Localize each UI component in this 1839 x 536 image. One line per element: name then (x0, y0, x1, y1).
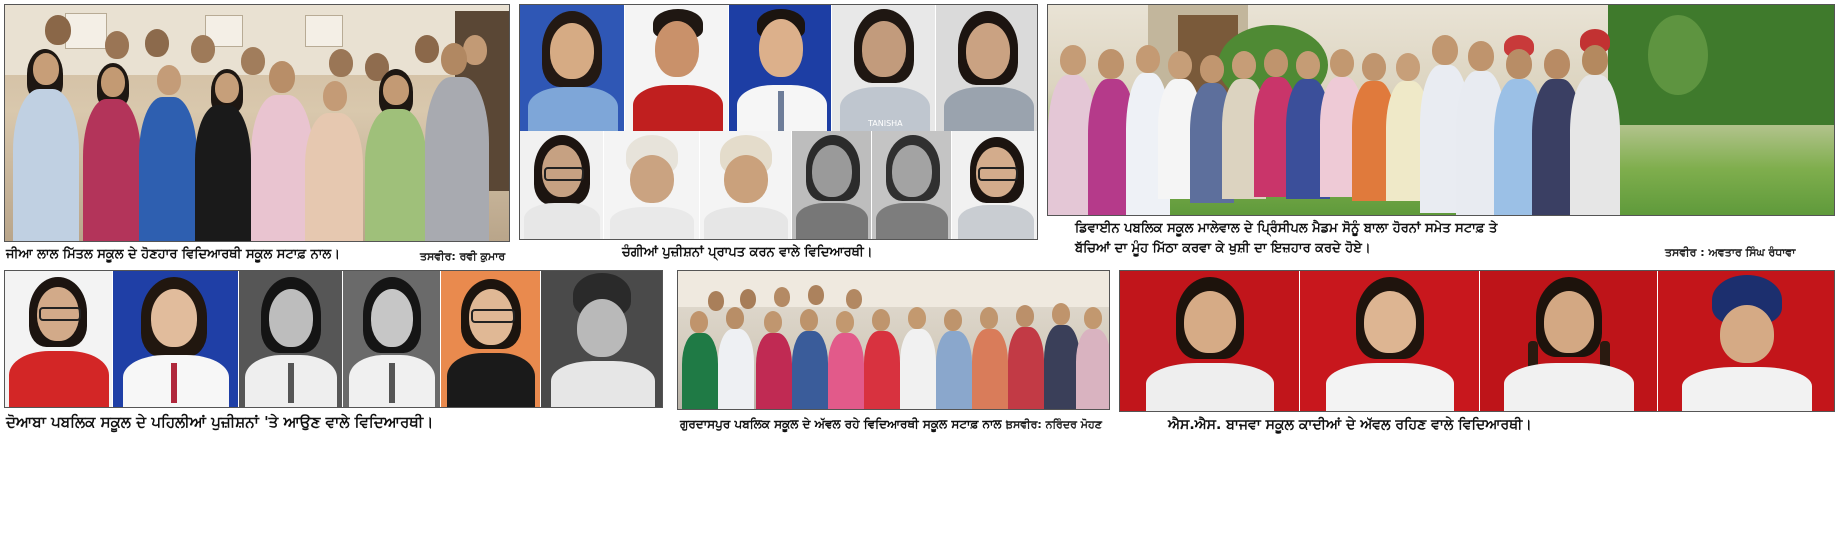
caption-divine-line1: ਡਿਵਾਈਨ ਪਬਲਿਕ ਸਕੂਲ ਮਾਲੇਵਾਲ ਦੇ ਪ੍ਰਿੰਸੀਪਲ ਮੈਡਮ ਸੋਨੂੰ ਬਾਲਾ ਹੋਰਨਾਂ ਸਮੇਤ ਸਟਾਫ਼ ਤੇ (1075, 221, 1498, 236)
photo-credit-ravi-kumar: ਤਸਵੀਰ: ਰਵੀ ਕੁਮਾਰ (420, 250, 506, 263)
portrait-row-doaba-public-school (4, 270, 663, 408)
group-photo-divine-public-school (1047, 4, 1835, 216)
photo-credit-narinder-mohan: ਤਸਵੀਰ: ਨਰਿੰਦਰ ਮੋਹਣ (1006, 418, 1102, 431)
photo-credit-avtar-singh: ਤਸਵੀਰ : ਅਵਤਾਰ ਸਿੰਘ ਰੰਧਾਵਾ (1665, 246, 1796, 259)
group-photo-jia-lal-mittal (4, 4, 510, 242)
caption-doaba-public-school: ਦੋਆਬਾ ਪਬਲਿਕ ਸਕੂਲ ਦੇ ਪਹਿਲੀਆਂ ਪੁਜ਼ੀਸ਼ਨਾਂ 'ਤੇ ਆਉਣ ਵਾਲੇ ਵਿਦਿਆਰਥੀ। (6, 413, 434, 431)
caption-divine-line2: ਬੱਚਿਆਂ ਦਾ ਮੂੰਹ ਮਿੱਠਾ ਕਰਵਾ ਕੇ ਖੁਸ਼ੀ ਦਾ ਇਜ਼ਹਾਰ ਕਰਦੇ ਹੋਏ। (1075, 241, 1371, 256)
group-photo-gurdaspur-public-school (677, 270, 1110, 410)
portrait-row-ss-bajwa-school (1119, 270, 1835, 412)
name-tag-tanisha: TANISHA (868, 119, 903, 128)
portrait-grid-position-holders (519, 4, 1038, 240)
caption-ss-bajwa-school: ਐਸ.ਐਸ. ਬਾਜਵਾ ਸਕੂਲ ਕਾਦੀਆਂ ਦੇ ਅੱਵਲ ਰਹਿਣ ਵਾਲੇ ਵਿਦਿਆਰਥੀ। (1168, 417, 1532, 433)
caption-jia-lal-mittal: ਜੀਆ ਲਾਲ ਮਿੱਤਲ ਸਕੂਲ ਦੇ ਹੋਣਹਾਰ ਵਿਦਿਆਰਥੀ ਸਕੂਲ ਸਟਾਫ਼ ਨਾਲ। (6, 247, 340, 262)
caption-gurdaspur-public-school: ਗੁਰਦਾਸਪੁਰ ਪਬਲਿਕ ਸਕੂਲ ਦੇ ਅੱਵਲ ਰਹੇ ਵਿਦਿਆਰਥੀ ਸਕੂਲ ਸਟਾਫ਼ ਨਾਲ। (680, 417, 1010, 431)
caption-position-holders: ਚੰਗੀਆਂ ਪੁਜ਼ੀਸ਼ਨਾਂ ਪ੍ਰਾਪਤ ਕਰਨ ਵਾਲੇ ਵਿਦਿਆਰਥੀ। (622, 245, 873, 260)
